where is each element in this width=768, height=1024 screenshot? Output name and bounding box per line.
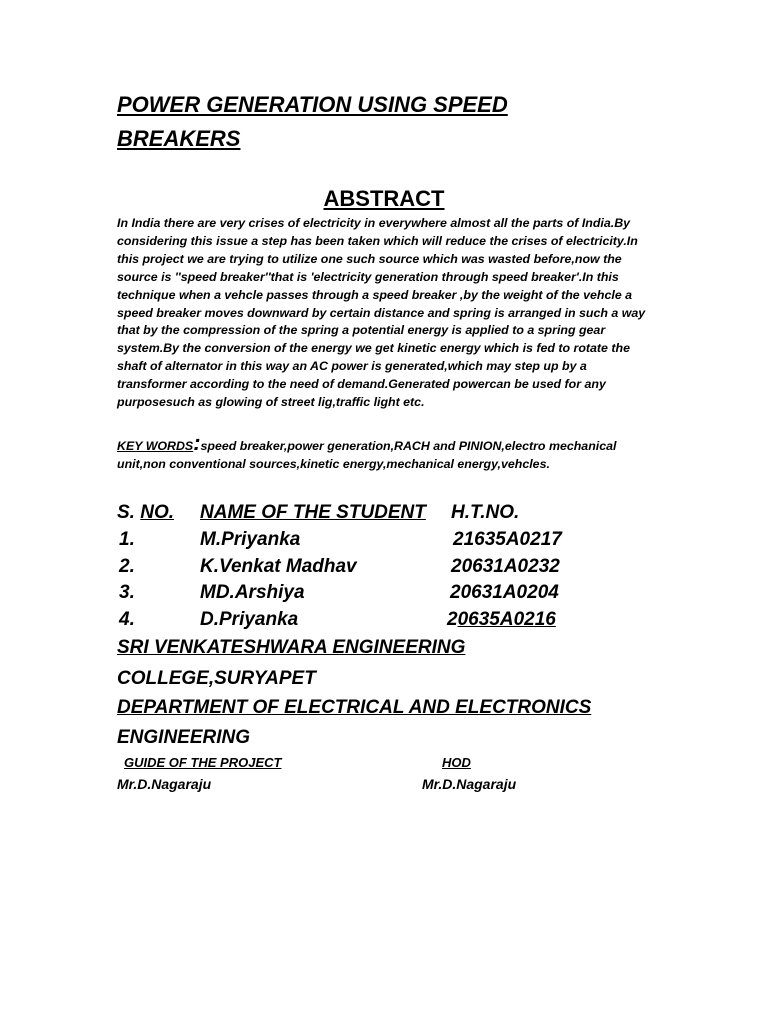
- row-sno: 1.: [119, 529, 135, 550]
- row-htno: 20631A0232: [451, 556, 560, 577]
- header-student-name: NAME OF THE STUDENT: [200, 502, 426, 523]
- row-htno: 20631A0204: [450, 582, 559, 603]
- row-htno: 21635A0217: [453, 529, 562, 550]
- hod-name: Mr.D.Nagaraju: [422, 776, 517, 792]
- row-htno-rest: 0635A0216: [457, 609, 556, 630]
- project-title-line-2: BREAKERS: [117, 126, 241, 151]
- college-name-line-1: SRI VENKATESHWARA ENGINEERING: [117, 637, 466, 658]
- row-htno-prefix: 2: [447, 609, 458, 630]
- hod-label: HOD: [442, 755, 471, 770]
- college-name-line-2: COLLEGE,SURYAPET: [117, 668, 316, 689]
- abstract-body: In India there are very crises of electricity in everywhere almost all the parts of India.By considering this issue a step has been taken which will reduce the crises of electricity.In this project we are trying to utilize one such source which was wasted before,now the source is ''speed breaker''that is 'electricity generation through speed breaker'.In this technique when a vehcle passes through a speed breaker ,by the weight of the vehcle a speed breaker moves downward by certain distance and spring is arranged in such a way that by the compression of the spring a potential energy is applied to a spring gear system.By the conversion of the energy we get kinetic energy which is fed to rotate the shaft of alternator in this way an AC power is generated,which may step up by a transformer according to the need of demand.Generated powercan be used for any purposesuch as glowing of street lig,traffic light etc.: [117, 216, 646, 410]
- keywords-label: KEY WORDS: [117, 439, 194, 453]
- row-student-name: K.Venkat Madhav: [200, 556, 357, 577]
- header-sno-label: NO.: [140, 502, 175, 523]
- student-table-header: [117, 502, 677, 528]
- table-row: [117, 582, 677, 608]
- keywords-colon: :: [193, 430, 201, 455]
- row-sno: 2.: [119, 556, 135, 577]
- header-htno: H.T.NO.: [451, 502, 520, 523]
- table-row: [117, 556, 677, 582]
- department-line-2: ENGINEERING: [117, 727, 251, 748]
- table-row: [117, 529, 677, 555]
- abstract-heading: ABSTRACT: [323, 186, 445, 211]
- department-line-1: DEPARTMENT OF ELECTRICAL AND ELECTRONICS: [117, 697, 592, 718]
- row-htno: [447, 609, 556, 631]
- table-row: [117, 609, 677, 635]
- guide-name: Mr.D.Nagaraju: [117, 776, 212, 792]
- project-title-line-1: POWER GENERATION USING SPEED: [117, 92, 508, 117]
- header-sno-prefix: S.: [117, 502, 141, 523]
- guide-label: GUIDE OF THE PROJECT: [124, 755, 282, 770]
- keywords-text: speed breaker,power generation,RACH and PINION,electro mechanical unit,non conventional sources,kinetic energy,mechanical energy,vehcles.: [117, 439, 617, 471]
- keywords-paragraph: [117, 430, 637, 473]
- row-sno: 4.: [119, 609, 135, 630]
- row-student-name: D.Priyanka: [200, 609, 299, 630]
- row-student-name: MD.Arshiya: [200, 582, 305, 603]
- header-sno: [117, 502, 174, 524]
- row-student-name: M.Priyanka: [200, 529, 301, 550]
- row-sno: 3.: [119, 582, 135, 603]
